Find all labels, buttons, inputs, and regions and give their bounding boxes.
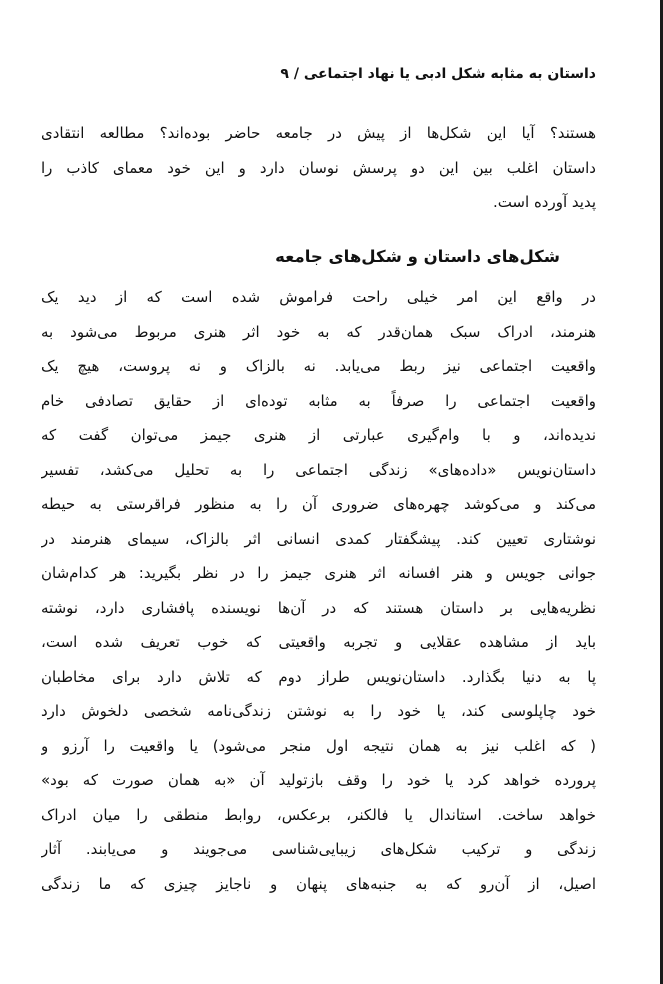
text-line: ( که اغلب نیز به همان نتیجه اول منجر می‌شود) یا واقعیت را آرزو و (41, 736, 596, 755)
text-line: پا به دنیا بگذارد. داستان‌نویس طراز دوم که تلاش دارد برای مخاطبان (41, 667, 596, 686)
text-line: زندگی و ترکیب شکل‌های زیبایی‌شناسی می‌جویند و می‌یابند. آثار (41, 840, 596, 858)
text-line: خواهد ساخت. استاندال یا فالکنر، برعکس، روابط منطقی را میان ادراک (41, 805, 596, 824)
text-line: باید از مشاهده عقلایی و تجربه واقعیتی که خوب تعریف شده است، (41, 633, 596, 651)
text-line: نظریه‌هایی بر داستان هستند که در آن‌ها نویسنده پافشاری دارد، نوشته (41, 598, 596, 617)
text-line: داستان اغلب بین این دو پرسش نوسان دارد و این خود معمای کاذب را (41, 158, 596, 177)
text-line: نوشتاری تعیین کند. پیشگفتار کمدی انسانی اثر بالزاک، سیمای هنرمند در (41, 529, 596, 548)
text-line: پدید آورده است. (492, 193, 596, 211)
text-line: واقعیت اجتماعی نیز ربط می‌یابد. نه بالزاک و نه پروست، هیچ یک (41, 357, 596, 375)
section-heading: شکل‌های داستان و شکل‌های جامعه (275, 247, 560, 266)
text-line: جوانی جویس و هنر افسانه اثر هنری جیمز را در نظر بگیرید: هر کدام‌شان (41, 564, 596, 582)
text-line: ندیده‌اند، و با وام‌گیری عبارتی از هنری جیمز می‌توان گفت که (41, 426, 596, 444)
text-line: هنرمند، ادراک سبک همان‌قدر که به خود اثر هنری مربوط می‌شود به (41, 322, 596, 341)
text-line: واقعیت اجتماعی را صرفاً به مثابه توده‌ای از حقایق تصادفی خام (41, 391, 596, 410)
body-paragraph (41, 280, 596, 901)
text-line: هستند؟ آیا این شکل‌ها از پیش در جامعه حاضر بوده‌اند؟ مطالعه انتقادی (41, 124, 596, 142)
text-line: پرورده خواهد کرد یا خود را وقف بازتولید آن «به همان صورت که بود» (41, 771, 596, 789)
text-line: می‌کند و می‌کوشد چهره‌های ضروری آن را به منظور فراقرستی به حیطه (41, 495, 596, 513)
text-line: خود چاپلوسی کند، یا خود را به نوشتن زندگی‌نامه شخصی دلخوش دارد (41, 702, 596, 720)
text-line: اصیل، از آن‌رو که به جنبه‌های پنهان و ناجایز چیزی که ما زندگی (41, 874, 596, 893)
running-header: داستان به مثابه شکل ادبی یا نهاد اجتماعی / ۹ (280, 66, 596, 82)
intro-paragraph (41, 116, 596, 220)
text-line: داستان‌نویس «داده‌های» زندگی اجتماعی را به تحلیل می‌کشد، تفسیر (41, 460, 596, 479)
text-line: در واقع این امر خیلی راحت فراموش شده است که از دید یک (41, 288, 596, 306)
